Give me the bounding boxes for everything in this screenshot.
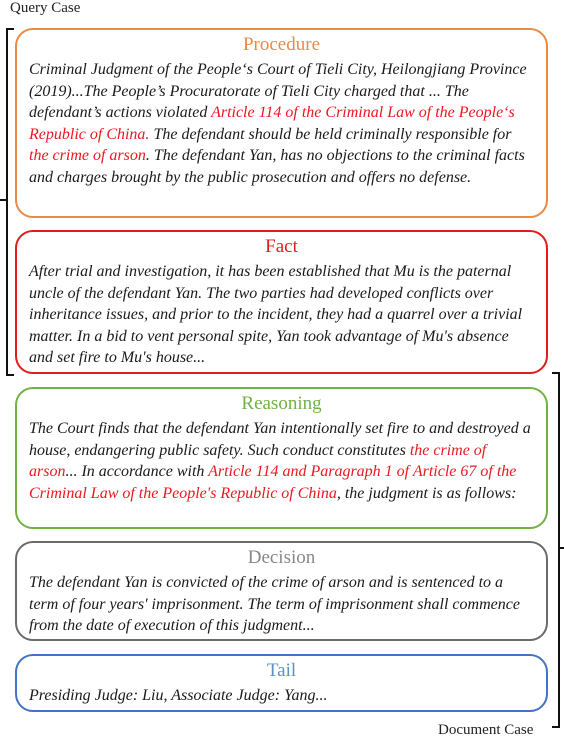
- reasoning-text: The Court finds that the defendant Yan intentionally set fire to and destroyed a house, endangering public safety. Such conduct constitutes the crime of arson... In accordance with Article 114 and Paragraph 1 of Article 67 of the Criminal Law of the People's Republic of China, the judgment is as follows:: [29, 420, 531, 502]
- tail-text: Presiding Judge: Liu, Associate Judge: Yang...: [29, 687, 328, 704]
- fact-box: [15, 230, 548, 374]
- fact-title: Fact: [265, 236, 298, 257]
- tail-title: Tail: [266, 660, 297, 681]
- decision-title: Decision: [247, 547, 316, 568]
- decision-box: [15, 541, 548, 641]
- query-case-label: Query Case: [10, 0, 81, 16]
- reasoning-title: Reasoning: [241, 393, 322, 414]
- document-case-label: Document Case: [438, 722, 534, 738]
- reasoning-highlight-crime: the crime of arson: [29, 441, 487, 480]
- fact-text: After trial and investigation, it has been established that Mu is the paternal uncle of the defendant Yan. The two parties had developed conflicts over inheritance issues, and prior to the incident, they had a quarrel over a trivial matter. In a bid to vent personal spite, Yan took advantage of Mu's absence and set fire to Mu's house...: [29, 263, 523, 366]
- reasoning-box: [15, 387, 548, 529]
- query-case-bracket: [6, 28, 14, 376]
- tail-box: [15, 654, 548, 712]
- procedure-highlight-article: Article 114 of the Criminal Law of the People‘s Republic of China.: [29, 104, 515, 143]
- document-case-bracket: [552, 372, 560, 728]
- procedure-text: Criminal Judgment of the People‘s Court of Tieli City, Heilongjiang Province (2019)...The People’s Procuratorate of Tieli City charged that ... The defendant’s actions violated Article 114 of the Criminal Law of the People‘s Republic of China. The defendant should be held criminally responsible for the crime of arson. The defendant Yan, has no objections to the criminal facts and charges brought by the public prosecution and offers no defense.: [29, 61, 527, 186]
- query-case-bracket-tick: [0, 199, 6, 201]
- decision-text: The defendant Yan is convicted of the crime of arson and is sentenced to a term of four years' imprisonment. The term of imprisonment shall commence from the date of execution of this judgment...: [29, 574, 520, 634]
- document-case-bracket-tick: [558, 547, 564, 549]
- procedure-title: Procedure: [242, 34, 321, 55]
- reasoning-highlight-article: Article 114 and Paragraph 1 of Article 67 of the Criminal Law of the People's Republic of China: [29, 463, 517, 502]
- procedure-highlight-crime: the crime of arson: [29, 147, 146, 164]
- procedure-box: [15, 28, 548, 218]
